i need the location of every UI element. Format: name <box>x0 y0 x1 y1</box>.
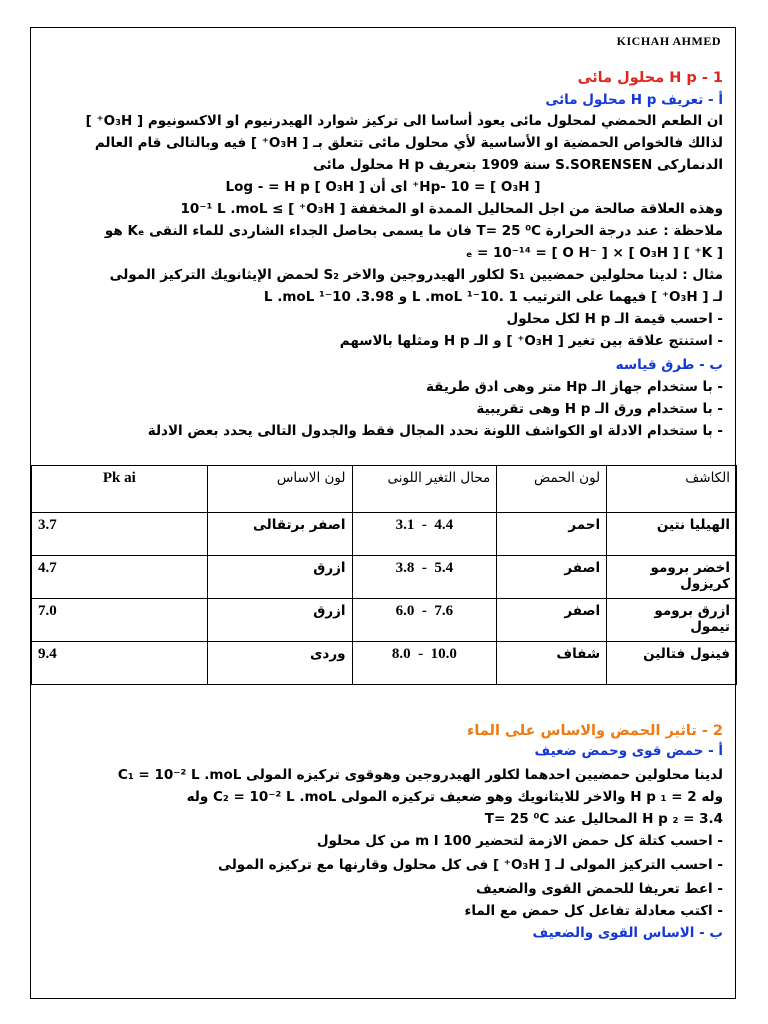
section-2a-subtitle: أ - حمض قوى وحمض ضعيف <box>534 743 723 759</box>
range-low: 3.8 <box>395 560 415 576</box>
indicator-name: الهيليا نتين <box>607 513 737 556</box>
range-high: 7.6 <box>434 603 454 619</box>
body-line: الدنماركى S.SORENSEN سنة 1909 بتعريف H p محلول مائى <box>312 157 723 173</box>
color-range: 3.8 - 5.4 <box>352 556 497 599</box>
table-row <box>32 556 737 599</box>
color-range: 8.0 - 10.0 <box>352 642 497 685</box>
table-row <box>32 642 737 685</box>
body-line: لذالك فالخواص الحمضية او الأساسية لأي محلول مائى تتعلق بـ [ O₃H⁺ ] فيه وبالتالى قام العالم <box>94 135 723 151</box>
question-line: - احسب كتلة كل حمض الازمة لتحضير 100 m l من كل محلول <box>316 833 723 849</box>
header-pka: Pk ai <box>32 466 208 513</box>
section-1a-subtitle: أ - تعريف H p محلول مائى <box>545 92 723 108</box>
author-name: KICHAH AHMED <box>616 34 721 48</box>
question-line: - اكتب معادلة تفاعل كل حمض مع الماء <box>464 903 723 919</box>
document-page <box>30 27 736 999</box>
color-range: 6.0 - 7.6 <box>352 599 497 642</box>
table-row <box>32 599 737 642</box>
table-header-row <box>32 466 737 513</box>
range-low: 3.1 <box>395 517 415 533</box>
range-low: 6.0 <box>395 603 415 619</box>
indicators-table <box>31 465 737 685</box>
question-line: - استنتج علاقة بين تغير [ O₃H⁺ ] و الـ H p ومثلها بالاسهم <box>339 333 723 349</box>
acid-color: اصفر <box>497 556 607 599</box>
method-line: - با ستخدام ورق الـ H p وهى تقريبية <box>476 401 723 417</box>
body-line: لـ [ O₃H⁺ ] فيهما على الترتيب 1 .10⁻¹ L .moL و 3.98. 10⁻¹ L .moL <box>263 289 723 305</box>
question-line: - احسب التركيز المولى لـ [ O₃H⁺ ] فى كل محلول وقارنها مع تركيزه المولى <box>218 857 723 873</box>
range-high: 5.4 <box>434 560 454 576</box>
table-row <box>32 513 737 556</box>
acid-color: اصفر <box>497 599 607 642</box>
pka-value: 4.7 <box>32 556 208 599</box>
header-color-range: محال التغير اللونى <box>352 466 497 513</box>
section-2b-subtitle: ب - الاساس القوى والضعيف <box>532 925 723 941</box>
color-range: 3.1 - 4.4 <box>352 513 497 556</box>
body-line: لدينا محلولين حمضيين احدهما لكلور الهيدروجين وهوقوى تركيزه المولى C₁ = 10⁻² L .moL <box>117 767 723 783</box>
header-base-color: لون الاساس <box>207 466 352 513</box>
base-color: ازرق <box>207 556 352 599</box>
range-high: 10.0 <box>430 646 457 662</box>
question-line: - احسب قيمة الـ H p لكل محلول <box>506 311 723 327</box>
range-high: 4.4 <box>434 517 454 533</box>
method-line: - با ستخدام جهاز الـ Hp متر وهى ادق طريقة <box>425 379 723 395</box>
indicator-name: ازرق برومو تيمول <box>607 599 737 642</box>
base-color: اصفر برتقالى <box>207 513 352 556</box>
question-line: - اعط تعريفا للحمض القوى والضعيف <box>476 881 723 897</box>
section-2-title: 2 - تاثير الحمض والاساس على الماء <box>466 723 723 739</box>
body-line: وهذه العلاقة صالحة من اجل المحاليل الممدة او المخففة [ O₃H⁺ ] ≥ 10⁻¹ L .moL <box>180 201 723 217</box>
body-line: ان الطعم الحمضي لمحلول مائى يعود أساسا الى تركيز شوارد الهيدرنيوم او الاكسونيوم [ O₃H⁺ ] <box>85 113 723 129</box>
body-line: وله H p ₁ = 2 والاخر للايثانويك وهو ضعيف تركيزه المولى C₂ = 10⁻² L .moL وله <box>186 789 723 805</box>
pka-value: 9.4 <box>32 642 208 685</box>
pka-value: 3.7 <box>32 513 208 556</box>
formula-line: [ K⁺ ] ₑ = 10⁻¹⁴ = [ O H⁻ ] × [ O₃H ] <box>465 245 723 261</box>
body-line: H p ₂ = 3.4 المحاليل عند T= 25 ⁰C <box>484 811 723 827</box>
header-indicator: الكاشف <box>607 466 737 513</box>
section-1-title: H p - 1 محلول مائى <box>577 70 723 86</box>
method-line: - با ستخدام الادلة او الكواشف اللونة نحدد المجال فقط والجدول التالى يحدد بعض الادلة <box>147 423 723 439</box>
example-line: مثال : لدينا محلولين حمضيين S₁ لكلور الهيدروجين والاخر S₂ لحمض الإيثانويك التركيز المولى <box>109 267 723 283</box>
acid-color: شفاف <box>497 642 607 685</box>
pka-value: 7.0 <box>32 599 208 642</box>
indicator-name: اخضر برومو كريزول <box>607 556 737 599</box>
formula-line: [ Hp- 10 = [ O₃H⁺ اى أن [ O₃H ] Log - = H p <box>225 179 541 195</box>
base-color: وردى <box>207 642 352 685</box>
base-color: ازرق <box>207 599 352 642</box>
indicator-name: فينول فتالين <box>607 642 737 685</box>
note-line: ملاحظة : عند درجة الحرارة T= 25 ⁰C فان ما يسمى بحاصل الجداء الشاردى للماء النقى Kₑ هو <box>104 223 723 239</box>
header-acid-color: لون الحمض <box>497 466 607 513</box>
range-low: 8.0 <box>391 646 411 662</box>
section-1b-subtitle: ب - طرق قياسه <box>615 357 723 373</box>
acid-color: احمر <box>497 513 607 556</box>
